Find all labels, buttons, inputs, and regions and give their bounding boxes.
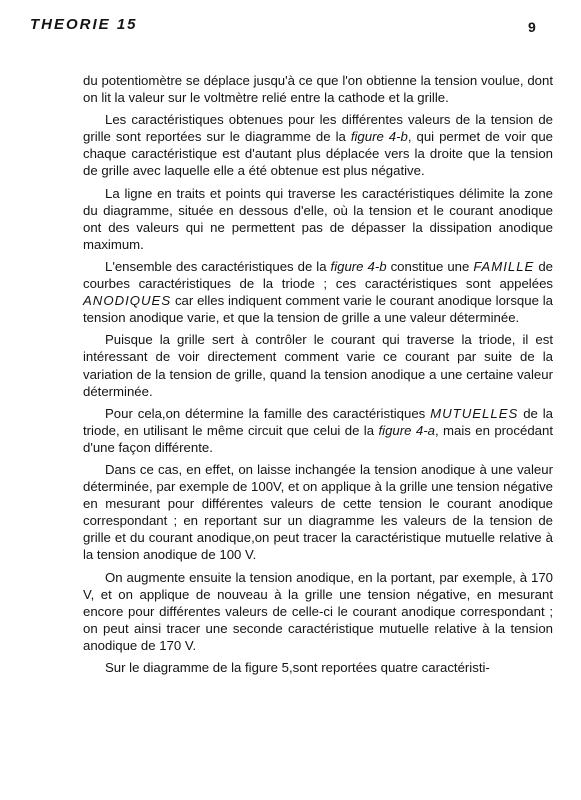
- paragraph-2: [83, 111, 553, 179]
- emphasized-term: FAMILLE: [473, 258, 535, 274]
- text-span: car elles indiquent comment varie le courant anodique lorsque la tension anodique varie, et que la tension de grille a une valeur déterminée.: [83, 293, 553, 326]
- emphasized-term: ANODIQUES: [83, 293, 172, 309]
- paragraph-9: [83, 659, 553, 676]
- text-span: Dans ce cas, en effet, on laisse inchangée la tension anodique à une valeur déterminée, par exemple de 100V, et on applique à la grille une tension négative en mesurant pour différentes valeurs de cette tension le courant anodique correspondant ; en reportant sur un diagramme les valeurs de la tension de grille et du courant anodique,on peut tracer la caractéristique mutuelle relative à la tension anodique de 100 V.: [83, 461, 553, 563]
- figure-reference: figure 4-b: [350, 129, 408, 145]
- text-span: La ligne en traits et points qui traverse les caractéristiques délimite la zone du diagramme, située en dessous d'elle, où la tension et le courant anodique ont des valeurs qui ne permettent pas de dépasser la dissipation anodique maximum.: [83, 185, 553, 252]
- text-span: constitue une: [386, 258, 474, 274]
- text-span: Pour cela,on détermine la famille des caractéristiques: [105, 405, 431, 421]
- text-span: Sur le diagramme de la figure 5,sont reportées quatre caractéristi-: [105, 660, 490, 675]
- paragraph-1: [83, 72, 553, 106]
- text-span: Les caractéristiques obtenues pour les différentes valeurs de la tension de grille sont reportées sur le diagramme de la: [83, 112, 553, 145]
- paragraph-4: [83, 258, 553, 326]
- paragraph-3: [83, 185, 553, 253]
- text-span: de courbes caractéristiques de la triode ; ces caractéristiques sont appelées: [83, 258, 554, 292]
- text-span: de la triode, en utilisant le même circuit que celui de la: [83, 405, 554, 438]
- paragraph-7: [83, 461, 553, 564]
- emphasized-term: MUTUELLES: [430, 405, 519, 421]
- paragraph-8: [83, 569, 553, 654]
- running-header-title: THEORIE 15: [30, 16, 138, 33]
- figure-reference: figure 4-a: [378, 422, 435, 438]
- paragraph-6: [83, 405, 553, 456]
- text-span: L'ensemble des caractéristiques de la: [105, 258, 331, 274]
- text-span: Puisque la grille sert à contrôler le courant qui traverse la triode, il est intéressant de voir directement comment varie ce courant par suite de la variation de la tension de grille, quand la tension anodique a une certaine valeur déterminée.: [83, 332, 553, 399]
- text-span: On augmente ensuite la tension anodique, en la portant, par exemple, à 170 V, et on applique de nouveau à la grille une tension négative, en mesurant encore pour différentes valeurs de celle-ci le courant anodique correspondant ; on peut ainsi tracer une seconde caractéristique mutuelle relative à la tension anodique de 170 V.: [83, 569, 553, 653]
- paragraph-5: [83, 331, 553, 399]
- page-number: 9: [528, 19, 536, 35]
- figure-reference: figure 4-b: [330, 258, 387, 274]
- body-text: [83, 72, 553, 681]
- text-span: du potentiomètre se déplace jusqu'à ce que l'on obtienne la tension voulue, dont on lit la valeur sur le voltmètre relié entre la cathode et la grille.: [83, 73, 553, 106]
- text-span: , mais en procédant d'une façon différente.: [83, 422, 553, 455]
- text-span: , qui permet de voir que chaque caractéristique est d'autant plus déplacée vers la droite que la tension de grille avec laquelle elle a été obtenue est plus négative.: [83, 129, 553, 179]
